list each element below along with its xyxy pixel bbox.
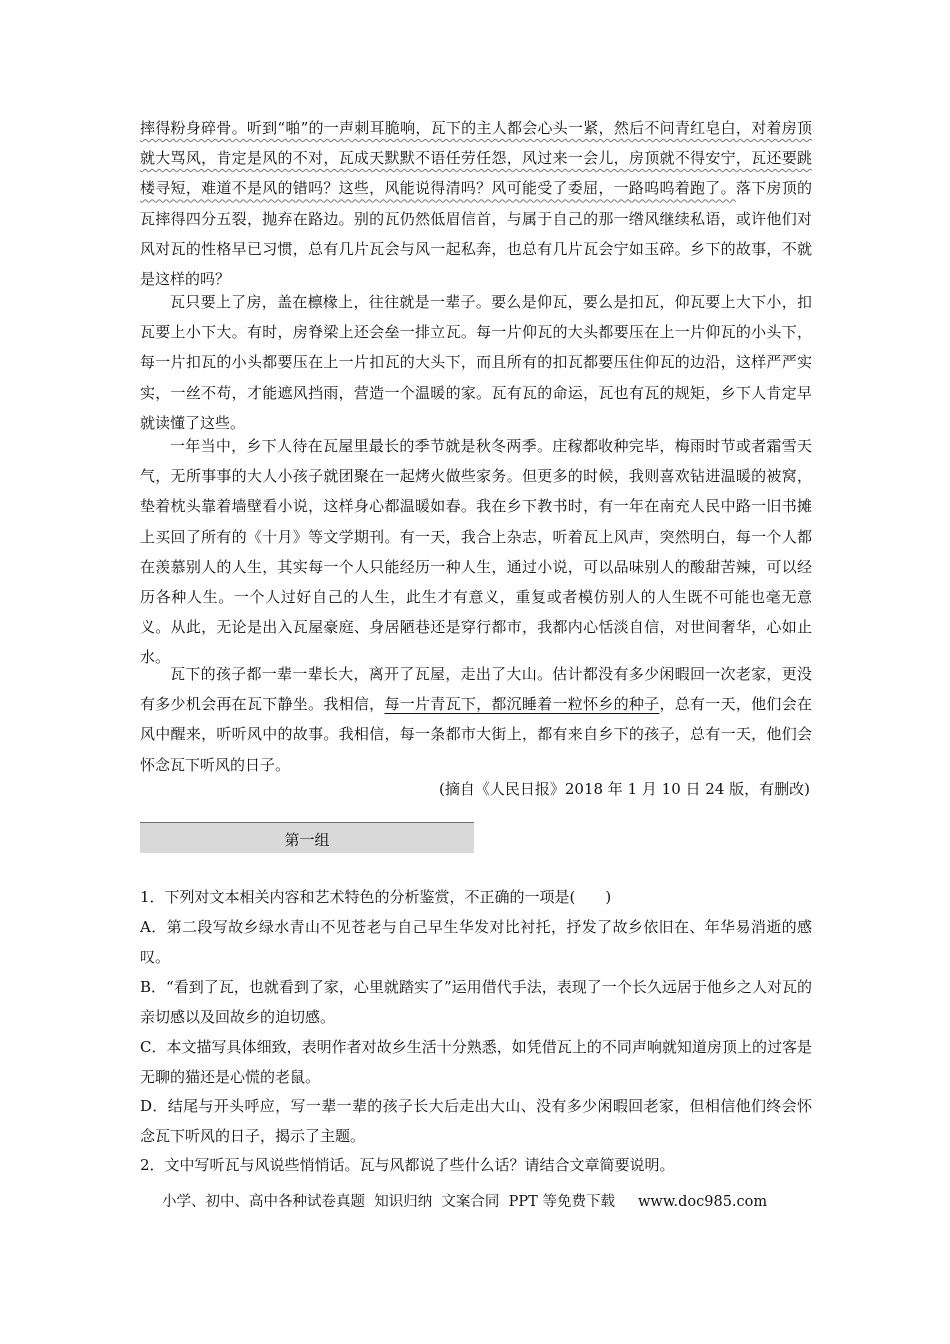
question-1-stem: 1．下列对文本相关内容和艺术特色的分析鉴赏，不正确的一项是( ) <box>140 888 612 906</box>
section-header-bar <box>140 822 474 853</box>
passage-paragraph-4 <box>140 659 812 780</box>
footer-advertisement: 小学、初中、高中各种试卷真题 知识归纳 文案合同 PPT 等免费下载 www.doc985.com <box>162 1194 768 1210</box>
source-citation: (摘自《人民日报》2018 年 1 月 10 日 24 版，有删改) <box>439 780 810 798</box>
passage-paragraph-4-end: ，总有一天，他们会在风中醒来，听听风中的故事。我相信，每一条都市大街上，都有来自乡下的孩子，总有一天，他们会怀念瓦下听风的日子。 <box>140 695 812 774</box>
question-1-option-b: B．“看到了瓦，也就看到了家，心里就踏实了”运用借代手法，表现了一个长久远居于他乡之人对瓦的亲切感以及回故乡的迫切感。 <box>140 978 812 1026</box>
passage-paragraph-4-start: 瓦下的孩子都一辈一辈长大，离开了瓦屋，走出了大山。估计都没有多少闲暇回一次老家，更没有多少机会再在瓦下静坐。我相信， <box>140 665 812 714</box>
passage-paragraph-1-rest: 落下房顶的瓦摔得四分五裂，抛弃在路边。别的瓦仍然低眉信首，与属于自己的那一绺风继续私语，或许他们对风对瓦的性格早已习惯，总有几片瓦会与风一起私奔，也总有几片瓦会宁如玉碎。乡下的故事，不就是这样的吗？ <box>140 179 812 289</box>
passage-paragraph-1-wavy-part: 摔得粉身碎骨。听到“啪”的一声刺耳脆响，瓦下的主人都会心头一紧，然后不问青红皂白，对着房顶就大骂风，肯定是风的不对，瓦成天默默不语任劳任怨，风过来一会儿，房顶就不得安宁，瓦还要跳楼寻短，难道不是风的错吗？这些，风能说得清吗？风可能受了委屈，一路呜呜着跑了。 <box>140 119 812 198</box>
question-1-option-d: D．结尾与开头呼应，写一辈一辈的孩子长大后走出大山、没有多少闲暇回老家，但相信他们终会怀念瓦下听风的日子，揭示了主题。 <box>140 1097 812 1145</box>
passage-paragraph-1 <box>140 113 812 294</box>
question-1-option-c: C．本文描写具体细致，表明作者对故乡生活十分熟悉，如凭借瓦上的不同声响就知道房顶上的过客是无聊的猫还是心慌的老鼠。 <box>140 1038 812 1086</box>
question-2-stem: 2．文中写听瓦与风说些悄悄话。瓦与风都说了些什么话？请结合文章简要说明。 <box>140 1156 675 1174</box>
question-1-option-a: A．第二段写故乡绿水青山不见苍老与自己早生华发对比衬托，抒发了故乡依旧在、年华易消逝的感叹。 <box>140 918 812 966</box>
passage-paragraph-2: 瓦只要上了房，盖在檩椽上，往往就是一辈子。要么是仰瓦，要么是扣瓦，仰瓦要上大下小，扣瓦要上小下大。有时，房脊梁上还会垒一排立瓦。每一片仰瓦的大头都要压在上一片仰瓦的小头下，每一片扣瓦的小头都要压在上一片扣瓦的大头下，而且所有的扣瓦都要压住仰瓦的边沿，这样严严实实，一丝不苟，才能遮风挡雨，营造一个温暖的家。瓦有瓦的命运，瓦也有瓦的规矩，乡下人肯定早就读懂了这些。 <box>140 293 812 432</box>
passage-underlined-sentence: 每一片青瓦下，都沉睡着一粒怀乡的种子 <box>384 695 660 714</box>
passage-paragraph-3: 一年当中，乡下人待在瓦屋里最长的季节就是秋冬两季。庄稼都收种完毕，梅雨时节或者霜雪天气，无所事事的大人小孩子就团聚在一起烤火做些家务。但更多的时候，我则喜欢钻进温暖的被窝，垫着枕头靠着墙壁看小说，这样身心都温暖如春。我在乡下教书时，有一年在南充人民中路一旧书摊上买回了所有的《十月》等文学期刊。有一天，我合上杂志，听着瓦上风声，突然明白，每一个人都在羡慕别人的人生，其实每一个人只能经历一种人生，通过小说，可以品味别人的酸甜苦辣，可以经历各种人生。一个人过好自己的人生，此生才有意义，重复或者模仿别人的人生既不可能也毫无意义。从此，无论是出入瓦屋豪庭、身居陋巷还是穿行都市，我都内心恬淡自信，对世间奢华，心如止水。 <box>140 437 812 667</box>
section-title: 第一组 <box>284 831 330 849</box>
